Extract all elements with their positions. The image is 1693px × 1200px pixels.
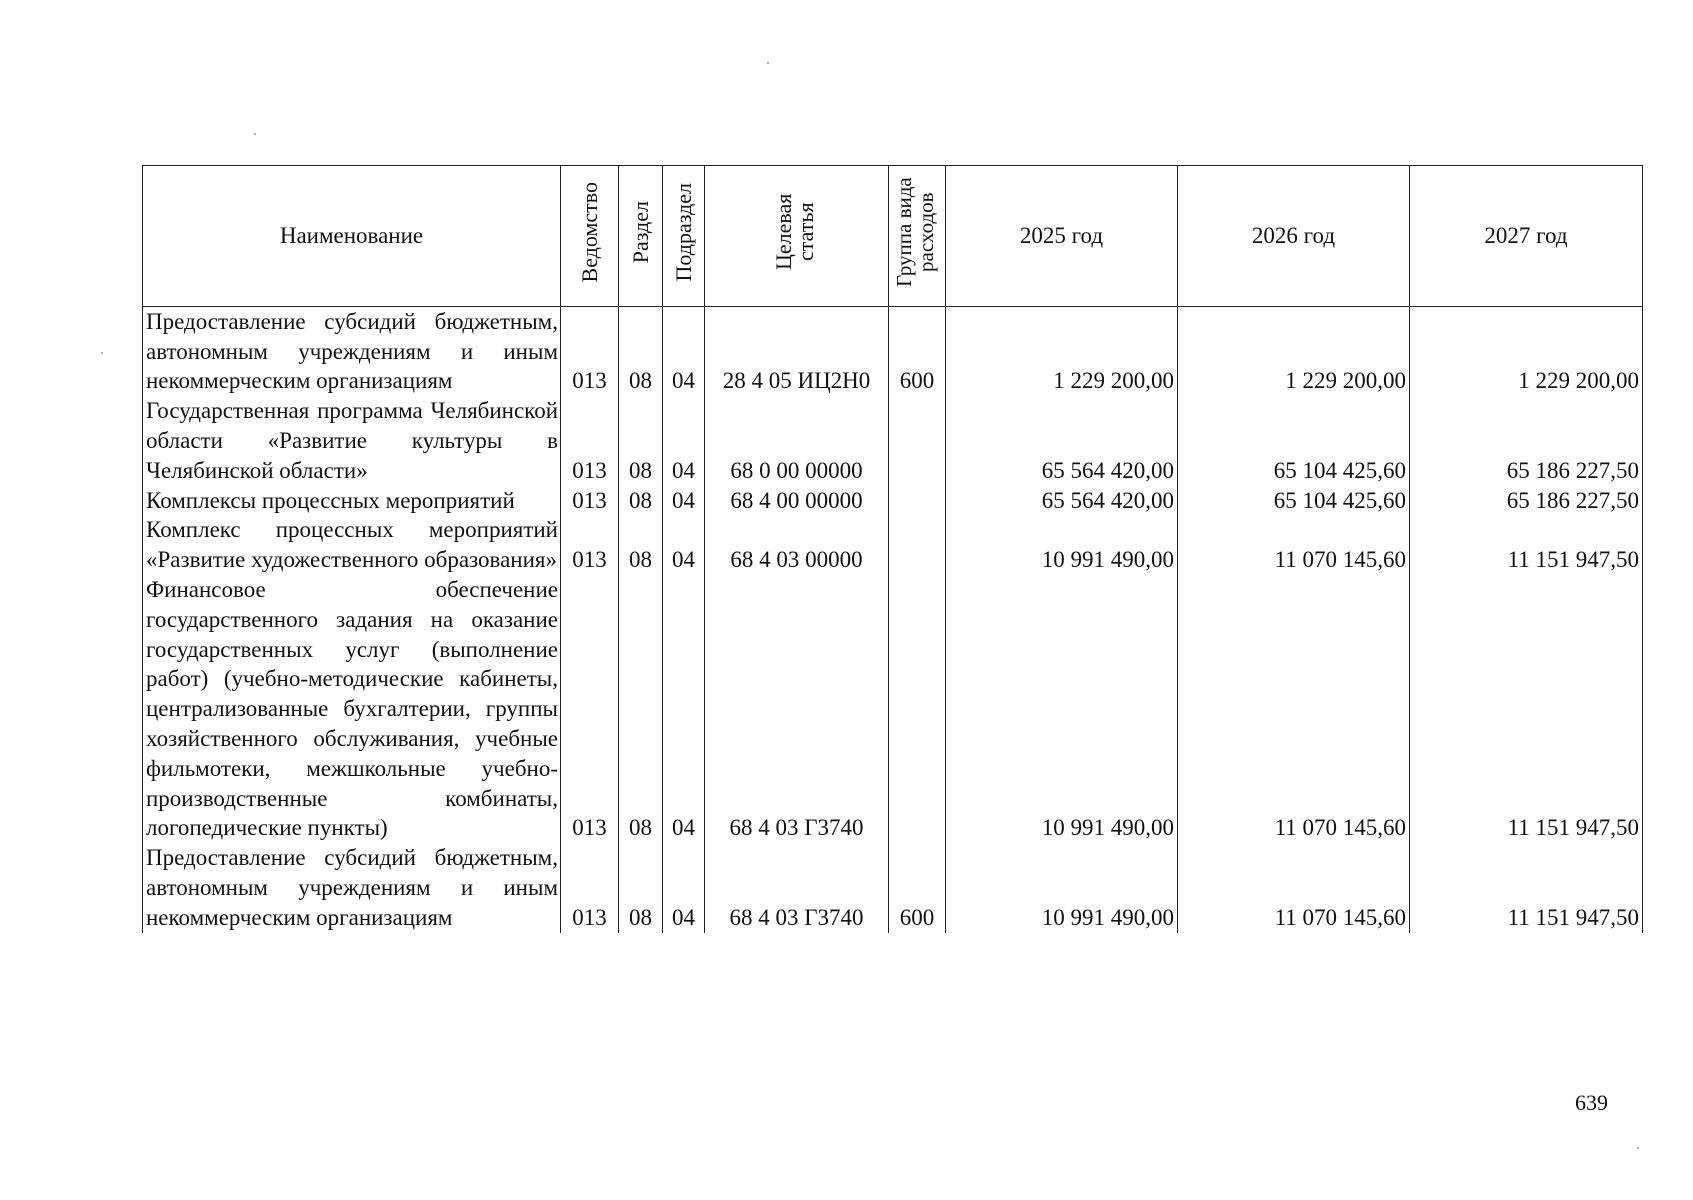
- row-group: [889, 396, 946, 485]
- header-year-2025: 2025 год: [946, 166, 1178, 307]
- row-name: Комплекс процессных мероприятий «Развитие художественного образования»: [143, 515, 561, 575]
- row-2027: 11 151 947,50: [1410, 515, 1643, 575]
- row-subsection: 04: [663, 396, 705, 485]
- table-row: [143, 486, 1643, 516]
- scan-speck: [254, 133, 256, 135]
- header-department: Ведомство: [561, 166, 619, 307]
- table-row: [143, 515, 1643, 575]
- row-2026: 65 104 425,60: [1178, 486, 1410, 516]
- table-header-row: [143, 166, 1643, 307]
- row-department: 013: [561, 843, 619, 932]
- row-2027: 1 229 200,00: [1410, 306, 1643, 396]
- row-section: 08: [619, 486, 663, 516]
- row-name: Финансовое обеспечение государственного задания на оказание государственных услуг (выполнение работ) (учебно-методические кабинеты, централизованные бухгалтерии, группы хозяйственного обслуживания, учебные фильмотеки, межшкольные учебно-производственные комбинаты, логопедические пункты): [143, 575, 561, 843]
- budget-table: [142, 165, 1643, 933]
- header-section: Раздел: [619, 166, 663, 307]
- row-name: Государственная программа Челябинской области «Развитие культуры в Челябинской области»: [143, 396, 561, 485]
- row-2026: 11 070 145,60: [1178, 843, 1410, 932]
- row-target: 68 4 03 Г3740: [705, 843, 889, 932]
- table-row: [143, 575, 1643, 843]
- row-subsection: 04: [663, 843, 705, 932]
- scan-speck: [1637, 1147, 1639, 1149]
- row-department: 013: [561, 396, 619, 485]
- row-name: Комплексы процессных мероприятий: [143, 486, 561, 516]
- row-2025: 10 991 490,00: [946, 575, 1178, 843]
- row-target: 68 4 03 Г3740: [705, 575, 889, 843]
- row-2025: 10 991 490,00: [946, 515, 1178, 575]
- row-2026: 11 070 145,60: [1178, 575, 1410, 843]
- row-subsection: 04: [663, 306, 705, 396]
- row-2026: 1 229 200,00: [1178, 306, 1410, 396]
- row-2025: 65 564 420,00: [946, 396, 1178, 485]
- row-group: 600: [889, 843, 946, 932]
- row-group: [889, 575, 946, 843]
- row-section: 08: [619, 396, 663, 485]
- row-2025: 10 991 490,00: [946, 843, 1178, 932]
- row-2027: 65 186 227,50: [1410, 486, 1643, 516]
- header-year-2027: 2027 год: [1410, 166, 1643, 307]
- header-expense-group: Группа вида расходов: [889, 166, 946, 307]
- row-2027: 11 151 947,50: [1410, 575, 1643, 843]
- header-year-2026: 2026 год: [1178, 166, 1410, 307]
- row-section: 08: [619, 843, 663, 932]
- row-2026: 65 104 425,60: [1178, 396, 1410, 485]
- header-subsection: Подраздел: [663, 166, 705, 307]
- row-target: 68 4 03 00000: [705, 515, 889, 575]
- row-subsection: 04: [663, 515, 705, 575]
- row-section: 08: [619, 306, 663, 396]
- row-2027: 65 186 227,50: [1410, 396, 1643, 485]
- header-name: Наименование: [143, 166, 561, 307]
- page-number: 639: [1575, 1090, 1608, 1115]
- row-department: 013: [561, 515, 619, 575]
- scan-speck: [767, 62, 769, 64]
- row-target: 68 4 00 00000: [705, 486, 889, 516]
- row-2025: 65 564 420,00: [946, 486, 1178, 516]
- row-target: 68 0 00 00000: [705, 396, 889, 485]
- row-department: 013: [561, 486, 619, 516]
- row-department: 013: [561, 306, 619, 396]
- row-subsection: 04: [663, 486, 705, 516]
- row-name: Предоставление субсидий бюджетным, автономным учреждениям и иным некоммерческим организациям: [143, 306, 561, 396]
- row-target: 28 4 05 ИЦ2Н0: [705, 306, 889, 396]
- table-row: [143, 843, 1643, 932]
- row-group: [889, 486, 946, 516]
- row-department: 013: [561, 575, 619, 843]
- header-target-article: Целевая статья: [705, 166, 889, 307]
- row-section: 08: [619, 515, 663, 575]
- table-row: [143, 396, 1643, 485]
- row-subsection: 04: [663, 575, 705, 843]
- row-group: 600: [889, 306, 946, 396]
- table-row: [143, 306, 1643, 396]
- row-section: 08: [619, 575, 663, 843]
- row-group: [889, 515, 946, 575]
- row-2026: 11 070 145,60: [1178, 515, 1410, 575]
- scan-speck: [101, 352, 103, 354]
- row-name: Предоставление субсидий бюджетным, автономным учреждениям и иным некоммерческим организациям: [143, 843, 561, 932]
- row-2025: 1 229 200,00: [946, 306, 1178, 396]
- row-2027: 11 151 947,50: [1410, 843, 1643, 932]
